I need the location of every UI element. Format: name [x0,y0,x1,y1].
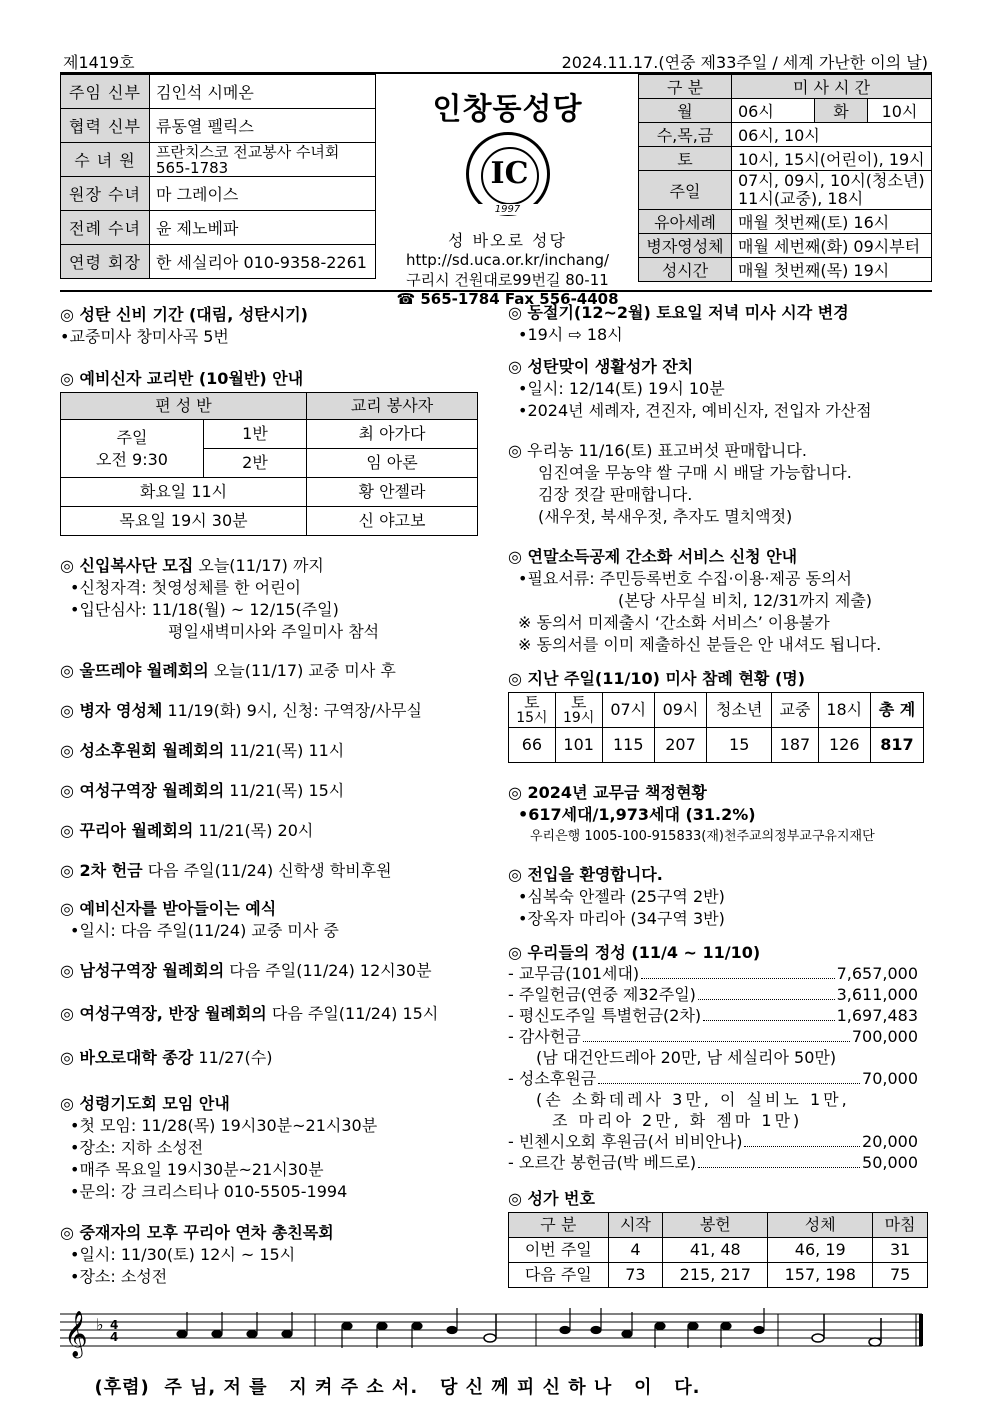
hymn-header: 성체 [768,1213,873,1238]
music-lyrics [80,1352,701,1399]
mass-time: 매월 첫번째(목) 19시 [732,258,932,282]
section-title: ◎ 연말소득공제 간소화 서비스 신청 안내 [508,547,798,566]
offering-amount: 1,697,483 [836,1006,918,1025]
catechumen-table [60,392,478,536]
offering-amount: 7,657,000 [836,964,918,983]
offering-label: - 감사헌금 [508,1027,581,1046]
notice-women-leaders-2 [60,1003,500,1025]
parish-logo [466,132,550,216]
section-detail: 11/21(목) 11시 [224,741,345,760]
notice-catechumen [60,368,478,536]
section-title: ◎ 중재자의 모후 꾸리아 연차 총친목회 [60,1223,334,1242]
offering-label: - 주일헌금(연중 제32주일) [508,985,696,1004]
lyrics-text: 주 님, 저 를 지 켜 주 소 서. 당 신 께 피 신 하 나 이 다. [164,1377,701,1398]
mass-time: 매월 세번째(화) 09시부터 [732,234,932,258]
attendance-table [508,692,924,763]
logo-mark: IC [490,156,529,191]
refrain-label: (후렴) [94,1377,150,1398]
section-line: •일시: 11/30(토) 12시 ~ 15시 [70,1245,296,1264]
section-detail: 오늘(11/17) 까지 [193,556,324,575]
hymn-cell: 75 [873,1263,928,1288]
hymn-cell: 73 [608,1263,663,1288]
attendance-value: 187 [772,728,818,763]
section-title: ◎ 예비신자를 받아들이는 예식 [60,899,277,918]
section-title: ◎ 성탄맞이 생활성가 잔치 [508,357,694,376]
staff-row [61,177,376,211]
section-line: •장소: 소성전 [70,1267,168,1286]
mass-row [639,258,932,282]
parish-patron: 성 바오로 성당 [448,231,567,250]
attendance-value-row [509,728,924,763]
attendance-header: 총 계 [870,693,923,728]
section-detail: 11/27(수) [193,1048,273,1067]
table-header: 편 성 반 [61,393,307,420]
staff-role: 전례 수녀 [61,211,150,245]
attendance-value: 115 [602,728,654,763]
mass-row [639,99,932,123]
offering-label: - 오르간 봉헌금(박 베드로) [508,1153,697,1172]
section-title: ◎ 성가 번호 [508,1189,595,1208]
section-title: ◎ 남성구역장 월례회의 [60,961,225,980]
section-line: •교중미사 창미사곡 5번 [60,327,229,346]
notice-advent [60,304,490,348]
offering-label: - 성소후원금 [508,1069,597,1088]
table-cell: 황 안젤라 [307,478,478,507]
section-line: •19시 ⇨ 18시 [518,325,623,344]
mass-times-table [638,74,932,282]
staff-name: 김인석 시메온 [150,75,376,109]
attendance-header: 토 19시 [555,693,602,728]
section-title: ◎ 우리농 11/16(토) 표고버섯 판매합니다. [508,441,807,460]
flat-icon: ♭ [96,1315,104,1334]
staff-name: 윤 제노베파 [150,211,376,245]
staff-name: 한 세실리아 010-9358-2261 [150,245,376,279]
notice-christmas-concert [508,356,932,422]
mass-row [639,234,932,258]
staff-role: 원장 수녀 [61,177,150,211]
mass-col-label: 미 사 시 간 [732,75,932,99]
offering-row [508,984,918,1005]
mass-time: 06시 [732,99,815,123]
section-title: ◎ 우리들의 정성 (11/4 ~ 11/10) [508,943,761,962]
staff-row [61,245,376,279]
mass-time: 06시, 10시 [732,123,932,147]
offering-amount: 3,611,000 [836,985,918,1004]
table-cell: 최 아가다 [307,420,478,449]
hymn-row [509,1263,928,1288]
mass-day: 주일 [639,171,732,210]
section-line: •장소: 지하 소성전 [70,1138,204,1157]
section-line: •일시: 12/14(토) 19시 10분 [518,379,725,398]
section-detail: 11/21(목) 20시 [193,821,314,840]
section-title: ◎ 바오로대학 종강 [60,1048,194,1067]
mass-day: 유아세례 [639,210,732,234]
table-header: 교리 봉사자 [307,393,478,420]
section-title: ◎ 전입을 환영합니다. [508,865,663,884]
hymn-table [508,1212,928,1288]
section-line: •필요서류: 주민등록번호 수집·이용·제공 동의서 [518,569,852,588]
section-line: •매주 목요일 19시30분~21시30분 [70,1160,324,1179]
offering-note: (손 소화데레사 3만, 이 실비노 1만, [536,1090,850,1109]
notice-vocation-meeting [60,740,500,762]
section-title: ◎ 2차 헌금 [60,861,143,880]
section-line: •심복숙 안젤라 (25구역 2반) [518,887,725,906]
section-line: (새우젓, 북새우젓, 추자도 멸치액젓) [538,507,793,526]
offering-row [508,1068,918,1089]
staff-role: 주임 신부 [61,75,150,109]
section-detail: 다음 주일(11/24) 12시30분 [224,961,432,980]
section-detail: 다음 주일(11/24) 신학생 학비후원 [142,861,392,880]
mass-time: 07시, 09시, 10시(청소년) 11시(교중), 18시 [732,171,932,210]
section-title: ◎ 여성구역장 월례회의 [60,781,225,800]
mass-day: 화 [815,99,868,123]
offering-row [508,1131,918,1152]
mass-col-label: 구 분 [639,75,732,99]
notice-prayer-group [60,1093,500,1203]
table-cell [61,420,204,478]
notice-offerings [508,942,932,1173]
attendance-value: 817 [870,728,923,763]
offering-amount: 50,000 [862,1153,918,1172]
class-time: 오전 9:30 [96,449,168,469]
mass-time: 10시, 15시(어린이), 19시 [732,147,932,171]
section-line: ※ 동의서 미제출시 ‘간소화 서비스’ 이용불가 [518,613,830,632]
parish-url[interactable]: http://sd.uca.or.kr/inchang/ [405,251,610,269]
notice-curia-gathering [60,1222,500,1288]
notice-attendance [508,668,932,763]
notice-second-collection [60,860,500,882]
section-title: ◎ 성탄 신비 기간 (대림, 성탄시기) [60,305,308,324]
mass-row [639,171,932,210]
staff-role: 협력 신부 [61,109,150,143]
section-line: 평일새벽미사와 주일미사 참석 [168,622,380,641]
offering-note: (남 대건안드레아 20만, 남 세실리아 50만) [536,1048,837,1067]
section-line: (본당 사무실 비치, 12/31까지 제출) [618,591,873,610]
attendance-header: 18시 [818,693,870,728]
section-title: ◎ 꾸리아 월례회의 [60,821,194,840]
staff-role: 수 녀 원 [61,143,150,177]
hymn-cell: 41, 48 [663,1238,768,1263]
section-title: ◎ 울뜨레야 월례회의 [60,661,209,680]
parish-logo-inner [481,147,539,205]
staff-row [61,211,376,245]
notice-winter-mass [508,302,932,346]
staff-name: 류동열 펠릭스 [150,109,376,143]
hymn-header-row [509,1213,928,1238]
offering-row [508,963,918,984]
table-cell: 2반 [204,449,307,478]
section-title: ◎ 여성구역장, 반장 월례회의 [60,1004,267,1023]
notice-welcome [508,864,932,930]
attendance-value: 126 [818,728,870,763]
issue-date: 2024.11.17.(연중 제33주일 / 세계 가난한 이의 날) [561,53,928,72]
mass-row [639,147,932,171]
hymn-cell: 31 [873,1238,928,1263]
mass-time: 매월 첫번째(토) 16시 [732,210,932,234]
mass-day: 월 [639,99,732,123]
class-day: 주일 [116,427,148,447]
parish-phone: ☎ 565-1784 Fax 556-4408 [396,290,619,308]
notice-men-leaders [60,960,500,982]
section-line: •첫 모임: 11/28(목) 19시30분~21시30분 [70,1116,378,1135]
section-title: ◎ 성령기도회 모임 안내 [60,1094,230,1113]
offering-row [508,1152,918,1173]
mass-time: 10시 [868,99,932,123]
attendance-header-row [509,693,924,728]
attendance-header: 교중 [772,693,818,728]
attendance-value: 15 [707,728,772,763]
section-detail: 다음 주일(11/24) 15시 [266,1004,439,1023]
mass-day: 병자영성체 [639,234,732,258]
logo-year: 1997 [469,204,547,215]
attendance-value: 207 [654,728,706,763]
section-line: ※ 동의서를 이미 제출하신 분들은 안 내셔도 됩니다. [518,635,882,654]
hymn-cell: 157, 198 [768,1263,873,1288]
hymn-header: 마침 [873,1213,928,1238]
offering-label: - 빈첸시오회 후원금(서 비비안나) [508,1132,743,1151]
attendance-value: 66 [509,728,556,763]
issue-number: 제1419호 [63,53,135,72]
section-line: •문의: 강 크리스티나 010-5505-1994 [70,1182,348,1201]
time-signature-top: 4 [110,1318,119,1332]
section-line: •장옥자 마리아 (34구역 3반) [518,909,725,928]
section-line: •2024년 세례자, 견진자, 예비신자, 전입자 가산점 [518,401,872,420]
staff-role: 연령 회장 [61,245,150,279]
staff-table [60,74,376,279]
section-line: •617세대/1,973세대 (31.2%) [518,805,756,824]
notice-women-leaders [60,780,500,802]
parish-block [380,76,635,308]
attendance-header: 07시 [602,693,654,728]
mass-day: 성시간 [639,258,732,282]
table-cell: 화요일 11시 [61,478,307,507]
mass-row [639,210,932,234]
table-cell: 목요일 19시 30분 [61,507,307,536]
table-cell: 1반 [204,420,307,449]
notice-catechumen-rite [60,898,500,942]
attendance-header: 청소년 [707,693,772,728]
attendance-value: 101 [555,728,602,763]
table-cell: 신 야고보 [307,507,478,536]
offering-row [508,1026,918,1047]
parish-name: 인창동성당 [432,92,583,127]
staff-name: 마 그레이스 [150,177,376,211]
mass-day: 토 [639,147,732,171]
section-line: •신청자격: 첫영성체를 한 어린이 [70,578,302,597]
time-signature-bottom: 4 [110,1330,119,1344]
parish-address: 구리시 건원대로99번길 80-11 [406,271,609,289]
section-title: ◎ 병자 영성체 [60,701,163,720]
hymn-header: 구 분 [509,1213,609,1238]
notice-altar-servers [60,555,490,643]
hymn-cell: 215, 217 [663,1263,768,1288]
notice-tax [508,546,932,656]
section-title: ◎ 예비신자 교리반 (10월반) 안내 [60,369,304,388]
offering-amount: 20,000 [862,1132,918,1151]
notice-ultreya [60,660,500,682]
offering-amount: 70,000 [862,1069,918,1088]
notice-sick-communion [60,700,500,722]
offering-note: 조 마리아 2만, 화 젬마 1만) [552,1111,803,1130]
notice-hymns [508,1188,932,1288]
section-line: •입단심사: 11/18(월) ~ 12/15(주일) [70,600,339,619]
hymn-header: 시작 [608,1213,663,1238]
mass-header-row [639,75,932,99]
section-title: ◎ 2024년 교무금 책정현황 [508,783,707,802]
staff-row [61,109,376,143]
hymn-cell: 이번 주일 [509,1238,609,1263]
mass-day: 수,목,금 [639,123,732,147]
section-title: ◎ 동절기(12~2월) 토요일 저녁 미사 시각 변경 [508,303,849,322]
section-line: 임진여울 무농약 쌀 구매 시 배달 가능합니다. [538,463,852,482]
staff-row [61,143,376,177]
section-line: 김장 젓갈 판매합니다. [538,485,693,504]
section-title: ◎ 지난 주일(11/10) 미사 참례 현황 (명) [508,669,806,688]
hymn-cell: 다음 주일 [509,1263,609,1288]
hymn-cell: 4 [608,1238,663,1263]
section-detail: 오늘(11/17) 교중 미사 후 [208,661,396,680]
offering-row [508,1005,918,1026]
notice-urinong [508,440,932,528]
section-detail: 11/21(목) 15시 [224,781,345,800]
treble-clef-icon: 𝄞 [64,1311,88,1357]
section-title: ◎ 신입복사단 모집 [60,556,194,575]
notice-curia [60,820,500,842]
hymn-row [509,1238,928,1263]
offering-amount: 700,000 [851,1027,918,1046]
attendance-header: 토 15시 [509,693,556,728]
staff-name: 프란치스코 전교봉사 수녀회 565-1783 [150,143,376,177]
mass-row [639,123,932,147]
header-rule [60,290,932,292]
section-detail: 11/19(화) 9시, 신청: 구역장/사무실 [162,701,422,720]
hymn-header: 봉헌 [663,1213,768,1238]
section-line: •일시: 다음 주일(11/24) 교중 미사 중 [70,921,339,940]
section-title: ◎ 성소후원회 월례회의 [60,741,225,760]
notice-tithe [508,782,932,848]
offering-label: - 평신도주일 특별헌금(2차) [508,1006,702,1025]
offering-label: - 교무금(101세대) [508,964,640,983]
section-line: 우리은행 1005-100-915833(재)천주교의정부교구유지재단 [530,829,875,844]
attendance-header: 09시 [654,693,706,728]
notice-paul-college [60,1047,500,1069]
hymn-cell: 46, 19 [768,1238,873,1263]
table-cell: 임 아론 [307,449,478,478]
staff-row [61,75,376,109]
